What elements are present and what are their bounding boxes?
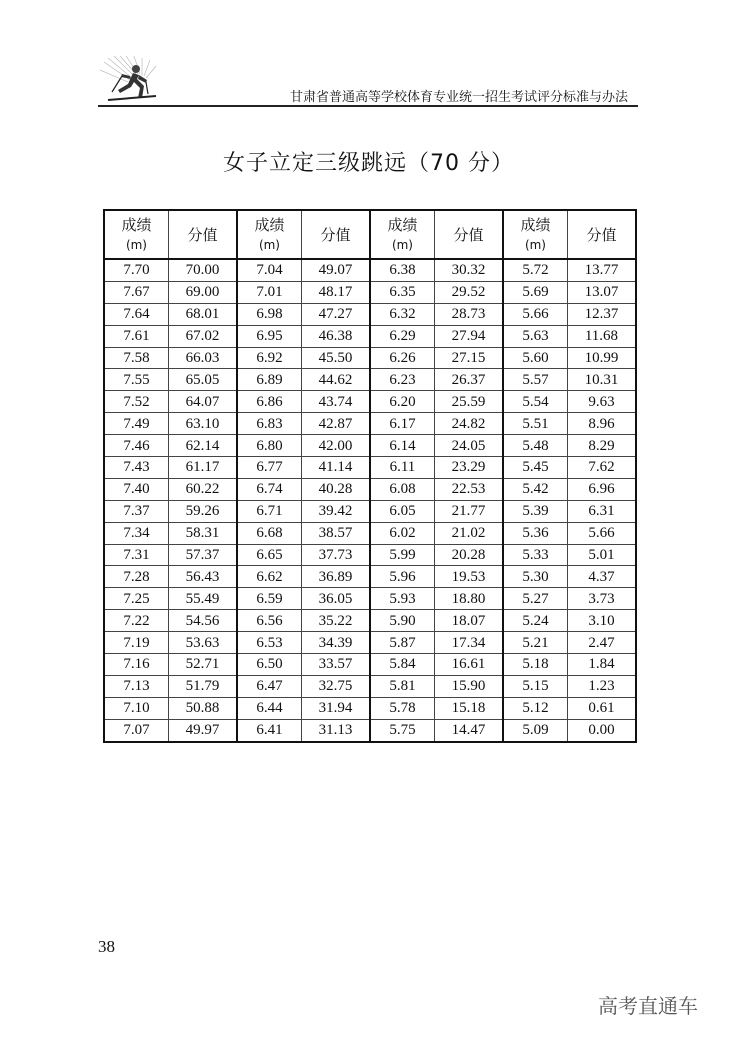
score-cell: 7.10 (104, 697, 168, 719)
score-cell: 6.92 (237, 347, 301, 369)
points-cell: 65.05 (168, 369, 237, 391)
score-cell: 6.11 (370, 457, 434, 479)
points-cell: 51.79 (168, 675, 237, 697)
table-row (370, 697, 503, 719)
score-cell: 7.52 (104, 391, 168, 413)
points-cell: 13.07 (567, 281, 636, 303)
table-row (104, 325, 237, 347)
points-cell: 43.74 (301, 391, 370, 413)
points-cell: 60.22 (168, 478, 237, 500)
points-cell: 15.90 (434, 675, 503, 697)
points-cell: 38.57 (301, 522, 370, 544)
table-row (237, 325, 370, 347)
score-cell: 6.71 (237, 500, 301, 522)
table-row (503, 369, 636, 391)
table-row (503, 478, 636, 500)
points-cell: 59.26 (168, 500, 237, 522)
points-cell: 20.28 (434, 544, 503, 566)
table-row (104, 522, 237, 544)
points-cell: 45.50 (301, 347, 370, 369)
points-cell: 31.94 (301, 697, 370, 719)
points-cell: 1.23 (567, 675, 636, 697)
points-cell: 27.15 (434, 347, 503, 369)
score-column-header (370, 210, 434, 259)
points-cell: 46.38 (301, 325, 370, 347)
points-cell: 70.00 (168, 259, 237, 281)
points-cell: 33.57 (301, 654, 370, 676)
points-cell: 62.14 (168, 435, 237, 457)
score-cell: 5.39 (503, 500, 567, 522)
score-cell: 6.56 (237, 610, 301, 632)
points-cell: 0.00 (567, 719, 636, 741)
points-cell: 10.99 (567, 347, 636, 369)
points-cell: 22.53 (434, 478, 503, 500)
table-row (104, 675, 237, 697)
score-block (369, 209, 504, 743)
points-cell: 19.53 (434, 566, 503, 588)
table-row (370, 632, 503, 654)
points-cell: 5.01 (567, 544, 636, 566)
table-row (237, 457, 370, 479)
points-cell: 52.71 (168, 654, 237, 676)
table-row (104, 281, 237, 303)
score-cell: 7.46 (104, 435, 168, 457)
table-row (237, 544, 370, 566)
score-cell: 6.59 (237, 588, 301, 610)
score-cell: 7.67 (104, 281, 168, 303)
points-cell: 25.59 (434, 391, 503, 413)
score-cell: 6.14 (370, 435, 434, 457)
score-cell: 6.80 (237, 435, 301, 457)
page-number: 38 (98, 937, 115, 956)
points-cell: 41.14 (301, 457, 370, 479)
score-column-unit: (m) (391, 237, 413, 252)
table-row (104, 500, 237, 522)
points-cell: 54.56 (168, 610, 237, 632)
table-row (503, 544, 636, 566)
points-cell: 23.29 (434, 457, 503, 479)
score-cell: 5.81 (370, 675, 434, 697)
table-row (104, 303, 237, 325)
table-row (237, 610, 370, 632)
points-cell: 49.97 (168, 719, 237, 741)
score-cell: 7.58 (104, 347, 168, 369)
score-cell: 6.20 (370, 391, 434, 413)
table-row (503, 500, 636, 522)
score-cell: 6.68 (237, 522, 301, 544)
table-row (237, 719, 370, 741)
table-row (370, 675, 503, 697)
points-column-header: 分值 (567, 210, 636, 259)
table-row (370, 654, 503, 676)
table-row (503, 413, 636, 435)
score-cell: 7.22 (104, 610, 168, 632)
score-cell: 5.33 (503, 544, 567, 566)
table-row (104, 588, 237, 610)
table-row (503, 522, 636, 544)
points-cell: 36.05 (301, 588, 370, 610)
table-row (237, 391, 370, 413)
table-row (370, 719, 503, 741)
points-cell: 47.27 (301, 303, 370, 325)
points-cell: 6.96 (567, 478, 636, 500)
points-cell: 34.39 (301, 632, 370, 654)
table-row (237, 522, 370, 544)
score-cell: 6.98 (237, 303, 301, 325)
points-cell: 17.34 (434, 632, 503, 654)
points-column-header: 分值 (434, 210, 503, 259)
table-row (237, 259, 370, 281)
table-row (104, 544, 237, 566)
score-cell: 5.09 (503, 719, 567, 741)
table-row (503, 347, 636, 369)
points-cell: 30.32 (434, 259, 503, 281)
score-cell: 6.47 (237, 675, 301, 697)
table-row (370, 500, 503, 522)
points-cell: 10.31 (567, 369, 636, 391)
score-table (103, 209, 635, 739)
points-cell: 40.28 (301, 478, 370, 500)
score-cell: 7.55 (104, 369, 168, 391)
table-row (104, 566, 237, 588)
table-row (370, 544, 503, 566)
table-row (370, 610, 503, 632)
table-row (503, 632, 636, 654)
table-row (104, 435, 237, 457)
score-cell: 5.24 (503, 610, 567, 632)
points-cell: 56.43 (168, 566, 237, 588)
page-title: 女子立定三级跳远（70 分） (223, 151, 514, 176)
table-row (104, 259, 237, 281)
score-cell: 6.32 (370, 303, 434, 325)
score-cell: 5.45 (503, 457, 567, 479)
table-row (370, 413, 503, 435)
table-row (503, 588, 636, 610)
score-cell: 6.77 (237, 457, 301, 479)
table-row (503, 281, 636, 303)
score-cell: 7.16 (104, 654, 168, 676)
score-cell: 7.04 (237, 259, 301, 281)
score-cell: 7.61 (104, 325, 168, 347)
score-block (502, 209, 637, 743)
table-row (104, 719, 237, 741)
points-cell: 42.87 (301, 413, 370, 435)
score-cell: 7.19 (104, 632, 168, 654)
score-cell: 5.72 (503, 259, 567, 281)
score-cell: 6.29 (370, 325, 434, 347)
points-cell: 0.61 (567, 697, 636, 719)
score-cell: 6.44 (237, 697, 301, 719)
score-cell: 5.84 (370, 654, 434, 676)
score-column-unit: (m) (125, 237, 147, 252)
score-cell: 6.74 (237, 478, 301, 500)
table-row (104, 654, 237, 676)
score-column-unit: (m) (524, 237, 546, 252)
table-row (370, 325, 503, 347)
points-cell: 8.96 (567, 413, 636, 435)
points-cell: 7.62 (567, 457, 636, 479)
points-cell: 18.07 (434, 610, 503, 632)
score-cell: 7.49 (104, 413, 168, 435)
score-cell: 6.38 (370, 259, 434, 281)
table-row (104, 347, 237, 369)
table-row (370, 435, 503, 457)
table-row (237, 654, 370, 676)
score-cell: 5.99 (370, 544, 434, 566)
score-cell: 7.13 (104, 675, 168, 697)
table-row (503, 457, 636, 479)
table-row (237, 675, 370, 697)
table-row (237, 369, 370, 391)
table-row (503, 719, 636, 741)
points-cell: 5.66 (567, 522, 636, 544)
score-cell: 7.07 (104, 719, 168, 741)
points-cell: 15.18 (434, 697, 503, 719)
points-cell: 53.63 (168, 632, 237, 654)
score-cell: 5.69 (503, 281, 567, 303)
header-title: 甘肃省普通高等学校体育专业统一招生考试评分标准与办法 (289, 90, 628, 105)
score-cell: 5.54 (503, 391, 567, 413)
score-cell: 7.01 (237, 281, 301, 303)
table-row (104, 697, 237, 719)
table-row (104, 632, 237, 654)
table-row (370, 588, 503, 610)
points-cell: 16.61 (434, 654, 503, 676)
points-cell: 13.77 (567, 259, 636, 281)
table-row (370, 281, 503, 303)
score-cell: 5.18 (503, 654, 567, 676)
table-row (370, 369, 503, 391)
score-cell: 5.60 (503, 347, 567, 369)
table-row (370, 566, 503, 588)
table-row (370, 347, 503, 369)
score-cell: 5.51 (503, 413, 567, 435)
points-cell: 27.94 (434, 325, 503, 347)
table-row (237, 588, 370, 610)
points-cell: 39.42 (301, 500, 370, 522)
table-row (503, 566, 636, 588)
table-row (503, 435, 636, 457)
points-cell: 26.37 (434, 369, 503, 391)
table-row (370, 391, 503, 413)
score-cell: 5.48 (503, 435, 567, 457)
score-column-header (503, 210, 567, 259)
points-cell: 68.01 (168, 303, 237, 325)
score-cell: 5.75 (370, 719, 434, 741)
skier-icon (100, 56, 158, 104)
score-cell: 6.08 (370, 478, 434, 500)
points-cell: 1.84 (567, 654, 636, 676)
table-header-row (503, 210, 636, 259)
table-row (237, 347, 370, 369)
points-cell: 66.03 (168, 347, 237, 369)
points-cell: 55.49 (168, 588, 237, 610)
score-cell: 5.15 (503, 675, 567, 697)
points-cell: 8.29 (567, 435, 636, 457)
score-cell: 5.78 (370, 697, 434, 719)
score-column-header (237, 210, 301, 259)
table-header-row (370, 210, 503, 259)
score-cell: 7.70 (104, 259, 168, 281)
points-column-header: 分值 (168, 210, 237, 259)
score-cell: 7.43 (104, 457, 168, 479)
score-table-grid (103, 209, 635, 743)
table-row (503, 391, 636, 413)
table-row (237, 697, 370, 719)
score-column-label: 成绩 (520, 215, 551, 234)
score-column-header (104, 210, 168, 259)
table-row (237, 435, 370, 457)
points-cell: 12.37 (567, 303, 636, 325)
points-cell: 18.80 (434, 588, 503, 610)
points-cell: 42.00 (301, 435, 370, 457)
score-cell: 6.50 (237, 654, 301, 676)
table-row (237, 566, 370, 588)
table-header-row (237, 210, 370, 259)
table-row (237, 632, 370, 654)
score-cell: 6.65 (237, 544, 301, 566)
points-cell: 67.02 (168, 325, 237, 347)
score-cell: 7.40 (104, 478, 168, 500)
points-cell: 64.07 (168, 391, 237, 413)
table-row (370, 457, 503, 479)
points-cell: 21.02 (434, 522, 503, 544)
table-row (104, 457, 237, 479)
score-cell: 5.63 (503, 325, 567, 347)
table-row (503, 325, 636, 347)
table-row (237, 303, 370, 325)
points-cell: 11.68 (567, 325, 636, 347)
table-row (104, 610, 237, 632)
score-cell: 7.37 (104, 500, 168, 522)
score-cell: 6.26 (370, 347, 434, 369)
points-cell: 48.17 (301, 281, 370, 303)
score-cell: 6.53 (237, 632, 301, 654)
points-cell: 14.47 (434, 719, 503, 741)
score-cell: 7.64 (104, 303, 168, 325)
watermark: 高考直通车 (598, 994, 698, 1018)
points-cell: 29.52 (434, 281, 503, 303)
score-cell: 7.34 (104, 522, 168, 544)
points-cell: 61.17 (168, 457, 237, 479)
score-cell: 6.17 (370, 413, 434, 435)
table-row (104, 413, 237, 435)
points-cell: 9.63 (567, 391, 636, 413)
points-cell: 57.37 (168, 544, 237, 566)
points-cell: 21.77 (434, 500, 503, 522)
points-cell: 3.10 (567, 610, 636, 632)
score-cell: 6.05 (370, 500, 434, 522)
points-cell: 4.37 (567, 566, 636, 588)
points-cell: 24.05 (434, 435, 503, 457)
points-cell: 63.10 (168, 413, 237, 435)
score-cell: 5.36 (503, 522, 567, 544)
score-cell: 6.35 (370, 281, 434, 303)
score-cell: 7.25 (104, 588, 168, 610)
table-row (503, 697, 636, 719)
table-row (503, 303, 636, 325)
table-row (370, 303, 503, 325)
table-header-row (104, 210, 237, 259)
table-row (370, 259, 503, 281)
score-cell: 7.31 (104, 544, 168, 566)
points-cell: 32.75 (301, 675, 370, 697)
table-row (237, 281, 370, 303)
score-cell: 5.30 (503, 566, 567, 588)
score-cell: 5.87 (370, 632, 434, 654)
score-cell: 5.42 (503, 478, 567, 500)
score-cell: 6.02 (370, 522, 434, 544)
table-row (104, 478, 237, 500)
points-cell: 37.73 (301, 544, 370, 566)
score-cell: 6.83 (237, 413, 301, 435)
table-row (503, 259, 636, 281)
score-cell: 6.95 (237, 325, 301, 347)
table-row (104, 369, 237, 391)
points-cell: 35.22 (301, 610, 370, 632)
table-row (237, 500, 370, 522)
score-cell: 5.93 (370, 588, 434, 610)
points-cell: 3.73 (567, 588, 636, 610)
score-cell: 5.57 (503, 369, 567, 391)
table-row (370, 522, 503, 544)
score-cell: 5.90 (370, 610, 434, 632)
score-cell: 6.62 (237, 566, 301, 588)
score-cell: 6.86 (237, 391, 301, 413)
score-cell: 5.96 (370, 566, 434, 588)
points-cell: 49.07 (301, 259, 370, 281)
score-block (103, 209, 238, 743)
table-row (503, 610, 636, 632)
score-cell: 6.23 (370, 369, 434, 391)
table-row (104, 391, 237, 413)
points-cell: 36.89 (301, 566, 370, 588)
points-cell: 2.47 (567, 632, 636, 654)
points-cell: 6.31 (567, 500, 636, 522)
header-divider (98, 105, 638, 107)
points-cell: 31.13 (301, 719, 370, 741)
table-row (503, 675, 636, 697)
table-row (503, 654, 636, 676)
table-row (370, 478, 503, 500)
score-cell: 5.21 (503, 632, 567, 654)
score-cell: 6.41 (237, 719, 301, 741)
points-cell: 28.73 (434, 303, 503, 325)
points-cell: 50.88 (168, 697, 237, 719)
points-cell: 69.00 (168, 281, 237, 303)
score-cell: 5.27 (503, 588, 567, 610)
score-block (236, 209, 371, 743)
score-column-unit: (m) (258, 237, 280, 252)
points-cell: 24.82 (434, 413, 503, 435)
points-cell: 44.62 (301, 369, 370, 391)
score-column-label: 成绩 (387, 215, 418, 234)
table-row (237, 478, 370, 500)
table-row (237, 413, 370, 435)
points-cell: 58.31 (168, 522, 237, 544)
score-cell: 6.89 (237, 369, 301, 391)
score-cell: 7.28 (104, 566, 168, 588)
score-cell: 5.12 (503, 697, 567, 719)
score-cell: 5.66 (503, 303, 567, 325)
points-column-header: 分值 (301, 210, 370, 259)
score-column-label: 成绩 (254, 215, 285, 234)
score-column-label: 成绩 (121, 215, 152, 234)
